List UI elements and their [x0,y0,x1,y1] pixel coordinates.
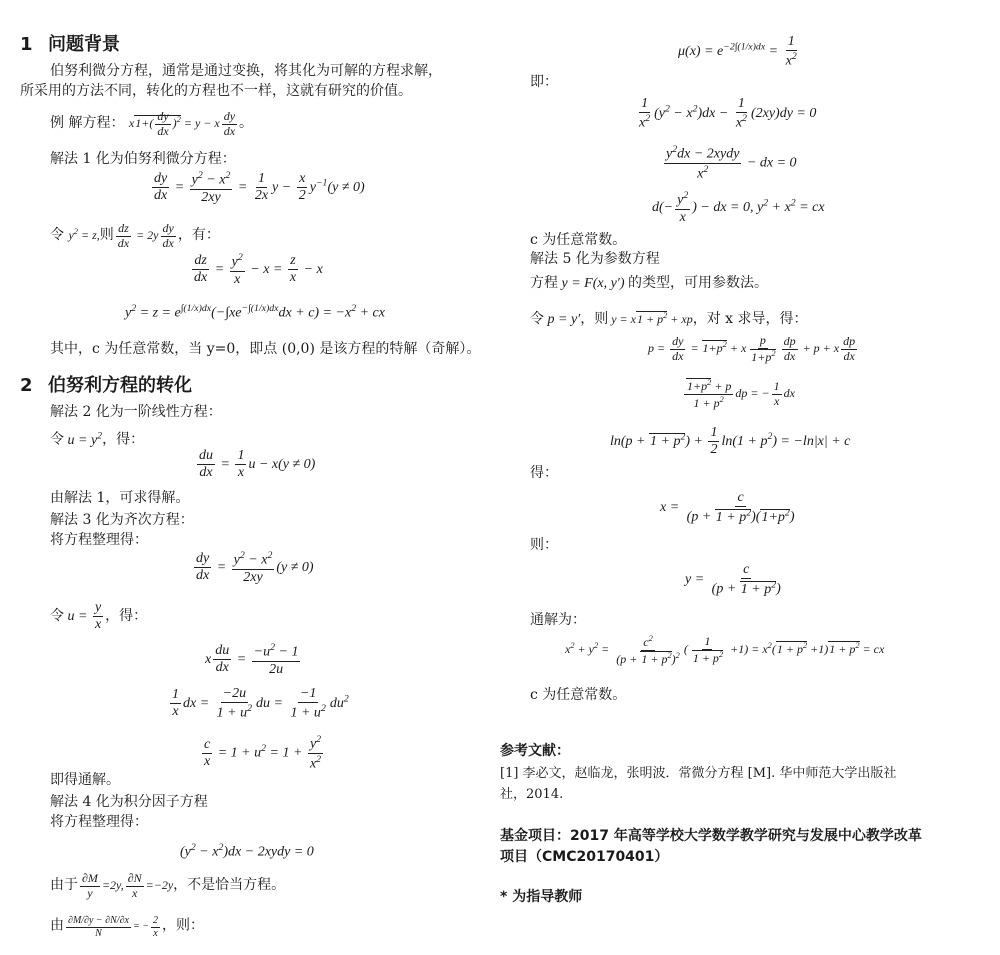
method-5-label: 解法 5 化为参数方程 [530,251,660,267]
param-description: 方程 y = F(x, y′) 的类型，可用参数法。 [530,275,769,291]
section-1-title: 问题背景 [48,34,120,55]
method-3-label: 解法 3 化为齐次方程： [50,512,194,528]
fund-line-1: 基金项目：2017 年高等学校大学数学教学研究与发展中心教学改革 [500,828,922,844]
special-solution-note: 其中，c 为任意常数，当 y=0，即点 (0,0) 是该方程的特解（奇解）。 [50,341,481,357]
fund-line-2: 项目（CMC20170401） [500,849,669,865]
since-label: 由于 [50,877,78,894]
equation-separated: $\frac{1}{x}$ dx = $\frac{-2u}{1 + u^2}$ du = $\frac{-1}{1 + u^2}$ $du^2$ [172,686,349,721]
get-label: ，得： [102,431,145,448]
intro-line-1: 伯努利微分方程，通常是通过变换，将其化为可解的方程求解， [50,63,442,79]
param-desc-pre: 方程 [530,275,558,291]
equation-bernoulli: $\frac{dy}{dx}$ = $\frac{y^2 - x^2}{2xy}$ = $\frac{1}{2x}$ y − $\frac{x}{2}$ $y^{-1}(y \ne 0)$ [154,170,365,205]
equation-xdu: x $\frac{du}{dx}$ = $\frac{-u^2 - 1}{2u}$ [205,642,299,677]
not-exact-note: ，不是恰当方程。 [173,877,286,894]
let-p-label: 令 [530,311,544,327]
equation-y-param: y = $\frac{c}{(p + 1 + p^2)}$ [685,562,781,597]
general-is-label: 通解为： [530,612,586,628]
section-2-title: 伯努利方程的转化 [48,375,192,396]
diff-x-label: ，对 x 求导，得： [692,311,808,327]
arrange-line: 将方程整理得： [50,532,148,548]
advisor-note: * 为指导教师 [500,889,583,905]
then-label: 则 [99,227,114,244]
c-any-note: c 为任意常数。 [530,232,627,248]
equation-solution-1: $y^2 = z = e^{\int(1/x)dx}(-\int xe^{-\int(1/x)dx}dx + c) = -x^2$ + cx [125,303,385,321]
equation-param-integrated: $\ln(p + 1 + p^2)$ + $\frac{1}{2}$ $\ln(1 + p^2) = -\ln|x| + c$ [610,425,851,458]
equation-homogeneous: $\frac{dy}{dx}$ = $\frac{y^2 - x^2}{2xy}$ (y ≠ 0) [196,550,314,585]
get-label-2: ，得： [105,607,148,624]
equation-linear: $\frac{du}{dx}$ = $\frac{1}{x}$ u − x(y ≠ 0) [199,448,316,481]
example-label: 例 解方程： [50,115,125,132]
equation-general-param: $x^2 + y^2$ = $\frac{c^2}{(p + 1 + p^2)^2}$ ( $\frac{1}{1 + p^2}$ $+1) = x^2(1 + p^2 +1)1 + p^2$ = cx [565,634,885,666]
by-label: 由 [50,917,64,934]
section-2-heading [20,371,192,397]
let-label-3: 令 [50,607,64,624]
equation-exact-3: d(− $\frac{y^2}{x}$ ) − dx = 0, $y^2 + x^2$ = cx [652,190,825,225]
integrating-factor-condition: 由 $\frac{\partial M/\partial y - \partial N/\partial x}{N}$ = − $\frac{2}{x}$ ，则： [50,915,204,939]
reference-1-line-2: 社，2014. [500,787,564,802]
let-u-line: 令 $u = y^2$，得： [50,430,145,448]
equation-exact-1: $\frac{1}{x^2}$ $(y^2 - x^2)dx$ − $\frac{1}{x^2}$ (2xy)dy = 0 [639,96,817,131]
intro-line-2: 所采用的方法不同，转化的方程也不一样，这就有研究的价值。 [20,83,412,99]
reference-1-line-1: [1] 李必文，赵临龙，张明波．常微分方程 [M]. 华中师范大学出版社 [500,766,897,781]
let-u-y-over-x: 令 u = $\frac{y}{x}$ ，得： [50,600,148,633]
example-equation: x1+( $\frac{dy}{dx}$ )$^2$ = y − x $\frac{dy}{dx}$ [128,109,236,138]
have-label: ，有： [177,227,220,244]
equation-c-over-x: $\frac{c}{x}$ = $1 + u^2 = 1$ + $\frac{y^2}{x^2}$ [204,734,322,772]
c-any-note-2: c 为任意常数。 [530,687,627,703]
ie-label: 即： [530,74,558,90]
then-colon-label: ，则： [161,917,204,934]
equation-z: $\frac{dz}{dx}$ = $\frac{y^2}{x}$ − x = $\frac{z}{x}$ − x [194,252,323,287]
let-label: 令 [50,227,64,244]
let-p-then: ，则 [580,311,609,327]
de-label: 得： [530,465,558,481]
general-solution-note: 即得通解。 [50,772,120,788]
partial-derivatives-line: 由于 $\frac{\partial M}{y}$ =2y, $\frac{\partial N}{x}$ =−2y，不是恰当方程。 [50,871,286,900]
let-label-2: 令 [50,431,64,448]
equation-x-param: x = $\frac{c}{(p + 1 + p^2)(1+p^2)}$ [660,490,795,525]
substitution-line: 令 $y^2 = z$,则 $\frac{dz}{dx}$ = 2y $\frac{dy}{dx}$ ，有： [50,221,220,250]
section-2-number: 2 [20,375,33,396]
equation-exact-2: $\frac{y^2dx - 2xydy}{x^2}$ − dx = 0 [666,144,797,182]
references-title: 参考文献： [500,743,570,759]
section-1-heading [20,30,120,56]
method-2-label: 解法 2 化为一阶线性方程： [50,404,222,420]
arrange-line-2: 将方程整理得： [50,814,148,830]
let-p-line: 令 p = y′，则 $y = x1 + p^2$ + xp，对 x 求导，得： [530,311,808,327]
equation-exact-form: $(y^2 - x^2)dx$ − 2xydy = 0 [180,842,314,860]
method-4-label: 解法 4 化为积分因子方程 [50,794,208,810]
equation-param-derivative: p = $\frac{dy}{dx}$ = $1+p^2 + x$ $\frac{p}{1+p^2}$ $\frac{dp}{dx}$ + p + x $\frac{dp}{dx}$ [648,333,856,364]
section-1-number: 1 [20,34,33,55]
example-line: 例 解方程： x1+( $\frac{dy}{dx}$ )$^2$ = y − x $\frac{dy}{dx}$ 。 [50,109,254,138]
param-desc-post: 的类型，可用参数法。 [628,275,769,291]
from-method-1: 由解法 1，可求得解。 [50,490,190,506]
equation-param-separated: $\frac{1+p^2 + p}{1 + p^2}$ dp = − $\frac{1}{x}$ dx [682,378,795,411]
equation-integrating-factor: $\mu(x) = e^{-2\int(1/x)dx}$ = $\frac{1}{x^2}$ [678,34,797,69]
ze-label: 则： [530,537,558,553]
method-1-label: 解法 1 化为伯努利微分方程： [50,151,236,167]
